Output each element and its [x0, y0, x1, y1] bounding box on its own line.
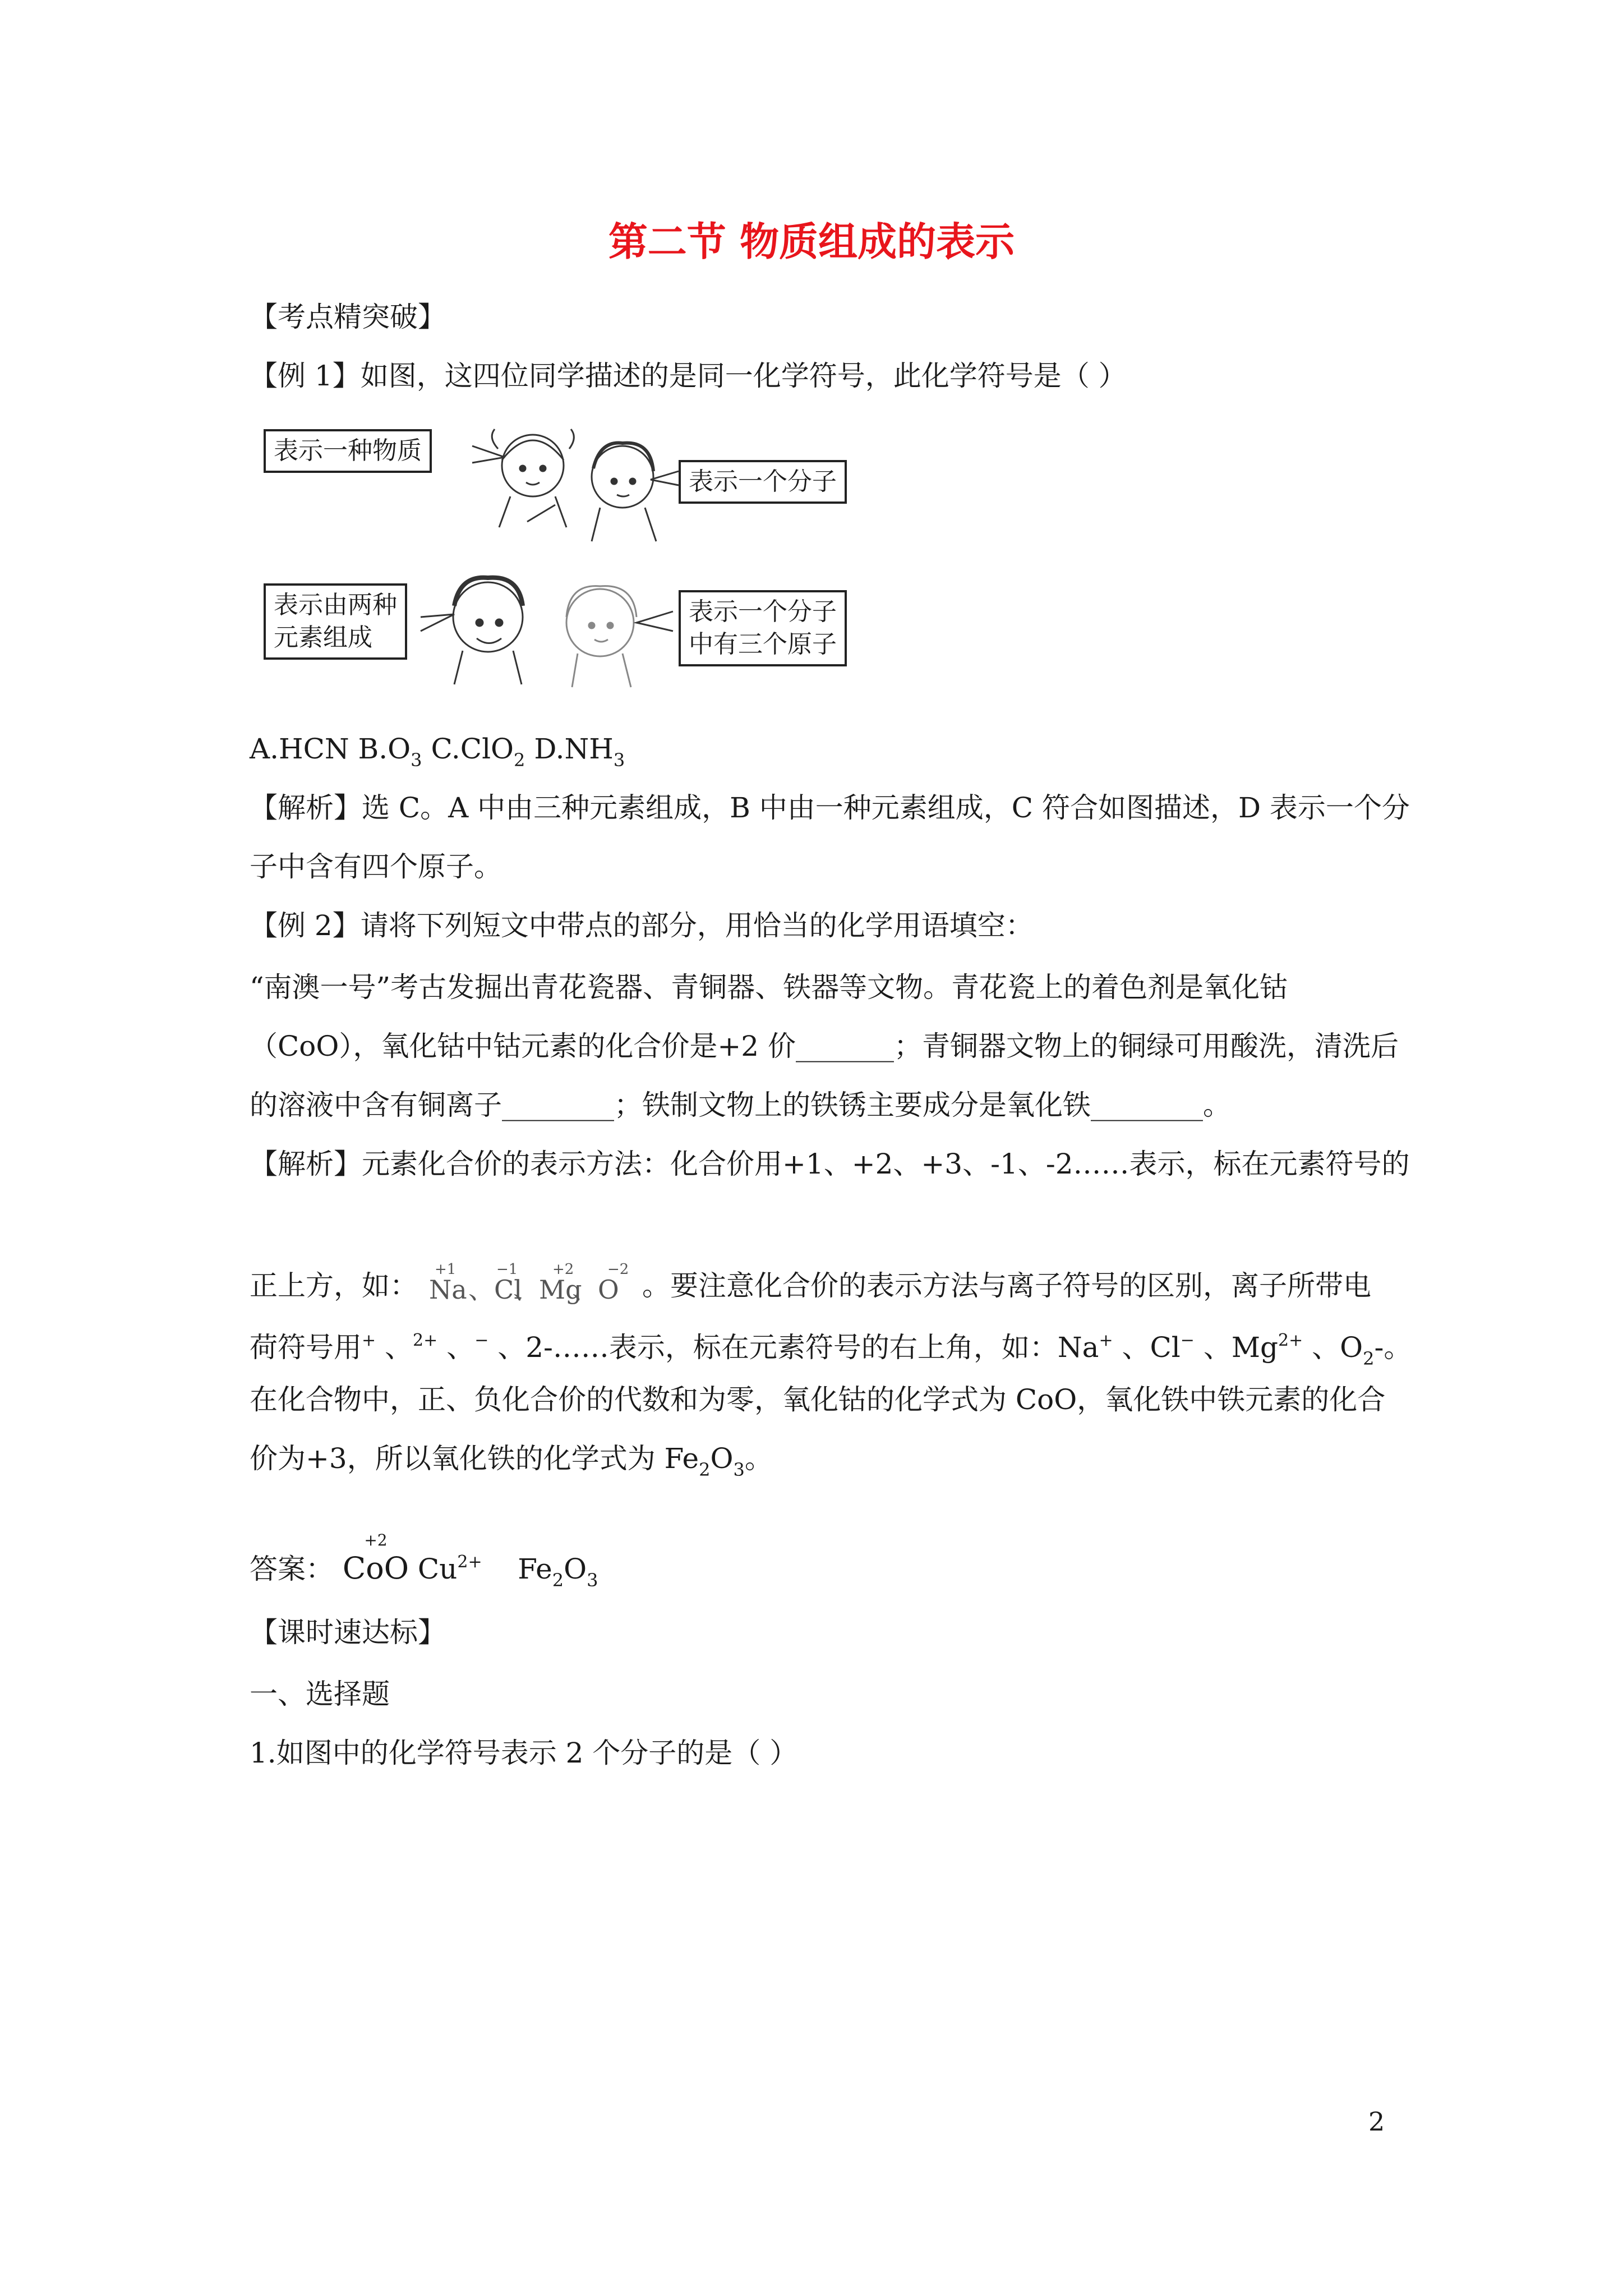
page-number: 2 [1368, 2106, 1385, 2137]
girl-head-icon [502, 435, 564, 496]
example2-analysis-line3: 荷符号用+ 、$^{2+}$ 、− 、2-……表示，标在元素符号的右上角，如：Na+ 、Cl− 、$Mg^{2+}$ 、$O_2-$。 [250, 1331, 1412, 1369]
boy-head-icon [592, 446, 653, 508]
boy2-head-icon [453, 582, 523, 652]
example2-text-line1: “南澳一号”考古发掘出青花瓷器、青铜器、铁器等文物。青花瓷上的着色剂是氧化钴 [250, 971, 1288, 1004]
question-1: 1.如图中的化学符号表示 2 个分子的是（ ） [250, 1737, 798, 1769]
bubble-one-substance [264, 429, 432, 473]
example1-analysis-line2: 子中含有四个原子。 [250, 850, 502, 883]
example2-analysis-line1: 【解析】元素化合价的表示方法：化合价用+1、+2、+3、-1、-2……表示，标在元素符号的 [250, 1148, 1410, 1180]
bubble-text: 表示一个分子 [689, 467, 837, 496]
page-title: 第二节 物质组成的表示 [608, 219, 1015, 265]
option-a: A.HCN [250, 733, 349, 765]
option-c: C.ClO$_2$ [431, 733, 525, 771]
example1-figure [264, 415, 914, 701]
answer-label: 答案： [250, 1553, 334, 1585]
example2-text-line2: （CoO），氧化钴中钴元素的化合价是+2 价_______；青铜器文物上的铜绿可用酸洗，清洗后 [250, 1030, 1399, 1062]
answer-coo: +2 CoO [342, 1531, 409, 1586]
bubble-one-molecule [679, 460, 847, 504]
example2-answer [250, 1531, 1388, 1597]
example2-analysis-line5: 价为+3，所以氧化铁的化学式为 $Fe_2O_3$。 [250, 1442, 773, 1480]
example2-question: 【例 2】请将下列短文中带点的部分，用恰当的化学用语填空： [250, 909, 1034, 942]
option-b: $B.O_3$ [358, 733, 422, 771]
part-heading-choice: 一、选择题 [250, 1678, 390, 1710]
answer-fe2o3: $Fe_2O_3$ [518, 1553, 598, 1591]
bubble-text: 表示一种物质 [274, 436, 422, 465]
bubble-text-line2: 元素组成 [274, 623, 372, 652]
example2-analysis-line4: 在化合物中，正、负化合价的代数和为零，氧化钴的化学式为 CoO，氧化铁中铁元素的化合 [250, 1383, 1386, 1416]
example2-text-line3: 的溶液中含有铜离子________；铁制文物上的铁锈主要成分是氧化铁________。 [250, 1089, 1231, 1121]
bubble-text-line1: 表示一个分子 [689, 597, 837, 626]
section-heading-key-points: 【考点精突破】 [250, 301, 446, 333]
example1-options [250, 732, 1388, 777]
bubble-two-elements [264, 583, 407, 660]
valence-example: +1 Na −1 、Cl +2 、Mg −2 、O [429, 1261, 629, 1305]
bubble-three-atoms [679, 590, 847, 666]
option-d: $D.NH_3$ [534, 733, 625, 771]
answer-cu-ion: $Cu^{2+}$ [417, 1552, 482, 1585]
example1-analysis-line1: 【解析】选 C。A 中由三种元素组成，B 中由一种元素组成，C 符合如图描述，D 表示一个分 [250, 792, 1410, 824]
bubble-text-line1: 表示由两种 [274, 591, 397, 619]
example1-question: 【例 1】如图，这四位同学描述的是同一化学符号，此化学符号是（ ） [250, 360, 1127, 392]
girl2-head-icon [566, 589, 634, 656]
section-heading-practice: 【课时速达标】 [250, 1616, 446, 1649]
example2-analysis-line2: 正上方，如： +1 Na −1 、Cl +2 、Mg −2 、O 。要注意化合价的表示方法与离子符号的区别，离子所带电 [250, 1261, 1371, 1305]
bubble-text-line2: 中有三个原子 [689, 630, 837, 659]
